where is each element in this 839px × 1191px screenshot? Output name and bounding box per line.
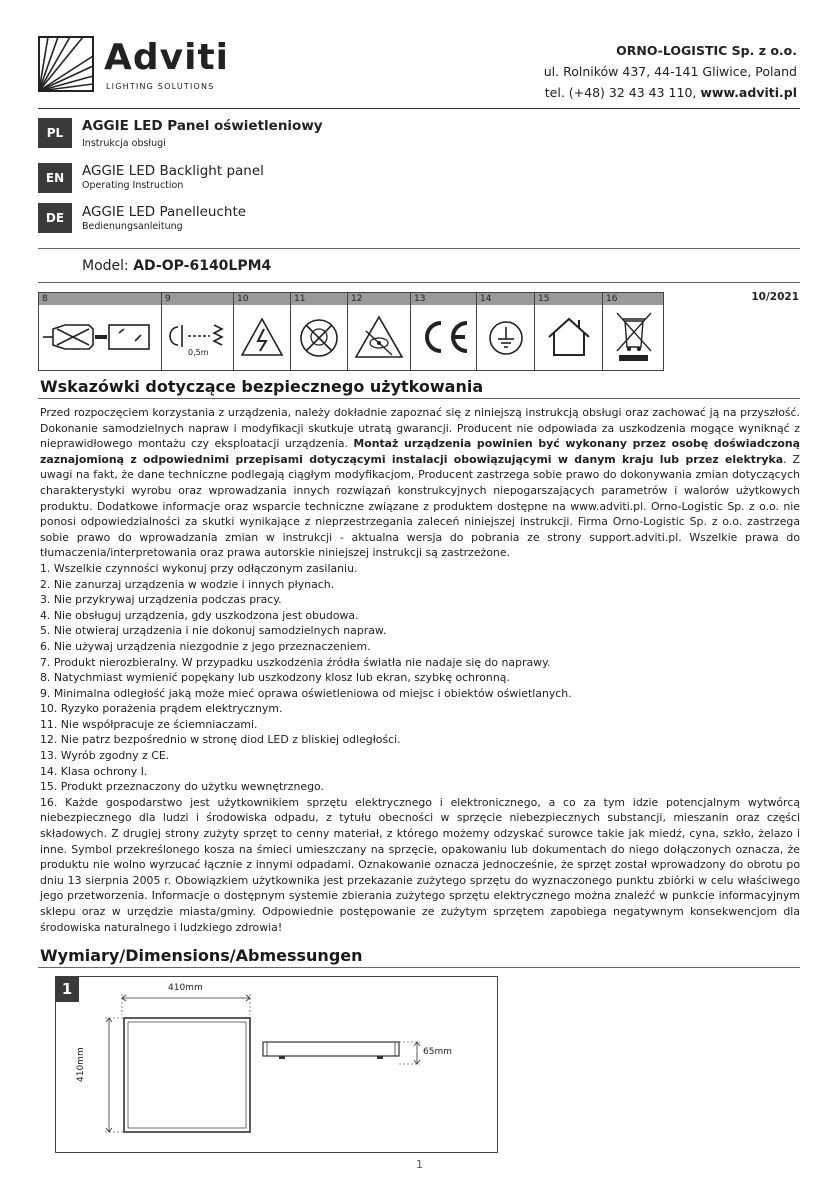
dimensions-heading-underline — [38, 967, 800, 968]
list-item: 7. Produkt nierozbieralny. W przypadku uszkodzenia źródła światła nie nadaje się do naprawy. — [40, 655, 551, 669]
lang-title-de: AGGIE LED Panelleuchte — [82, 204, 247, 220]
symbol-number: 11 — [294, 294, 306, 304]
symbol-number: 16 — [606, 294, 618, 304]
symbol-number: 8 — [42, 294, 48, 304]
company-name: ORNO-LOGISTIC Sp. z o.o. — [616, 43, 797, 58]
symbol-number: 12 — [351, 294, 363, 304]
company-info — [544, 40, 797, 103]
symbol-cell-15 — [534, 293, 603, 370]
model-label: Model: — [82, 258, 134, 274]
symbol-cell-8 — [39, 293, 161, 370]
safety-body — [40, 405, 800, 935]
safety-intro-bold: Montaż urządzenia powinien być wykonany przez osobę doświadczoną zaznajomioną z odpowiednimi przepisami dotyczącymi instalacji obowiązującymi w danym kraju lub przez elektryka — [40, 437, 800, 466]
dimensions-heading: Wymiary/Dimensions/Abmessungen — [40, 946, 363, 965]
symbol-cell-16 — [602, 293, 664, 370]
symbol-number: 15 — [538, 294, 550, 304]
symbol-number: 14 — [480, 294, 492, 304]
ce-mark-icon — [411, 307, 477, 367]
safety-intro-text-2: . Z uwagi na fakt, że dane techniczne podlegają ciągłym modyfikacjom, Producent zastrzega sobie prawo do dokonywania zmian dotyczących charakterystyki wyrobu oraz wprowadzania innych rozwiązań konstrukcyjnych niepogarszających parametrów i walorów użytkowych produktu. Dodatkowe informacje oraz wsparcie techniczne związane z produktem dostępne na www.adviti.pl. Orno-Logistic Sp. z o.o. nie ponosi odpowiedzialności za skutki wynikające z nieprzestrzegania zaleceń niniejszej instrukcji. Firma Orno-Logistic Sp. z o.o. zastrzega sobie prawo do wprowadzania zmian w instrukcji - aktualna wersja do pobrania ze strony support.adviti.pl. Wszelkie prawa do tłumaczenia/interpretowania oraz prawa autorskie niniejszej instrukcji są zastrzeżone. — [40, 452, 800, 560]
safety-intro-text: Przed rozpoczęciem korzystania z urządzenia, należy dokładnie zapoznać się z niniejszą instrukcją obsługi oraz zachować ją na przyszłość. Dokonanie samodzielnych napraw i modyfikacji skutkuje utratą gwarancji. Producent nie odpowiada za uszkodzenia mogące wyniknąć z nieprawidłowego montażu czy eksploatacji urządzenia. — [40, 406, 800, 451]
symbol-cell-10 — [233, 293, 291, 370]
symbol-table — [38, 292, 664, 371]
figure-number: 1 — [55, 976, 79, 1002]
no-dimmer-icon — [291, 307, 348, 367]
lang-subtitle-pl: Instrukcja obsługi — [82, 138, 166, 149]
page-number: 1 — [416, 1158, 423, 1171]
distance-label: 0,5m — [188, 348, 209, 357]
list-item: 13. Wyrób zgodny z CE. — [40, 749, 170, 763]
high-voltage-icon — [234, 307, 291, 367]
no-look-led-icon — [348, 307, 411, 367]
symbol-cell-9 — [161, 293, 234, 370]
company-tel: tel. (+48) 32 43 43 110, — [544, 85, 701, 100]
document-date: 10/2021 — [751, 291, 799, 303]
dimensions-drawing — [95, 990, 475, 1140]
list-item: 14. Klasa ochrony I. — [40, 764, 148, 778]
company-website: www.adviti.pl — [700, 85, 797, 100]
symbol-number: 13 — [414, 294, 426, 304]
safety-intro — [40, 405, 800, 561]
lang-subtitle-en: Operating Instruction — [82, 180, 184, 191]
list-item: 11. Nie współpracuje ze ściemniaczami. — [40, 717, 258, 731]
list-item: 1. Wszelkie czynności wykonuj przy odłączonym zasilaniu. — [40, 561, 358, 575]
list-item-16: 16. Każde gospodarstwo jest użytkownikiem sprzętu elektrycznego i elektronicznego, a co za tym idzie potencjalnym wytwórcą niebezpiecznego dla ludzi i środowiska odpadu, z tytułu obecności w sprzęcie niebezpiecznych substancji, mieszanin oraz części składowych. Z drugiej strony zużyty sprzęt to cenny materiał, z którego możemy odzyskać surowce takie jak miedź, cyna, szkło, żelazo i inne. Symbol przekreślonego kosza na śmieci umieszczany na sprzęcie, opakowaniu lub dokumentach do niego dołączonych oznacza, że produktu nie wolno wyrzucać łącznie z innymi odpadami. Oznakowanie oznacza jednocześnie, że sprzęt został wprowadzony do obrotu po dniu 13 sierpnia 2005 r. Obowiązkiem użytkownika jest przekazanie zużytego sprzętu do wyznaczonego punktu zbiórki w celu właściwego jego przetworzenia. Informacje o dostępnym systemie zbierania zużytego sprzętu elektrycznego można znaleźć w punkcie informacyjnym sklepu oraz w urzędzie miasta/gminy. Odpowiednie postępowanie ze zużytym sprzętem zapobiega negatywnym konsekwencjom dla środowiska naturalnego i ludzkiego zdrowia! — [40, 795, 800, 934]
symbol-cell-14 — [476, 293, 535, 370]
list-item: 10. Ryzyko porażenia prądem elektrycznym. — [40, 702, 283, 716]
company-address: ul. Rolników 437, 44-141 Gliwice, Poland — [543, 64, 797, 79]
lang-badge-pl: PL — [38, 118, 72, 148]
width-label: 410mm — [168, 983, 203, 993]
mounting-icon — [39, 307, 161, 367]
list-item: 3. Nie przykrywaj urządzenia podczas pracy. — [40, 593, 282, 607]
language-divider — [38, 248, 800, 249]
indoor-use-icon — [535, 307, 603, 367]
list-item: 9. Minimalna odległość jaką może mieć oprawa oświetleniowa od miejsc i obiektów oświetlanych. — [40, 686, 572, 700]
list-item: 5. Nie otwieraj urządzenia i nie dokonuj samodzielnych napraw. — [40, 624, 387, 638]
safety-heading: Wskazówki dotyczące bezpiecznego użytkowania — [40, 377, 484, 396]
list-item: 8. Natychmiast wymienić popękany lub uszkodzony klosz lub ekran, szybkę ochronną. — [40, 671, 510, 685]
list-item: 6. Nie używaj urządzenia niezgodnie z jego przeznaczeniem. — [40, 639, 371, 653]
model-divider — [38, 282, 800, 283]
symbol-number: 9 — [165, 294, 171, 304]
brand-name: Adviti — [104, 37, 229, 78]
lang-badge-en: EN — [38, 163, 72, 193]
symbol-cell-13 — [410, 293, 477, 370]
lang-badge-de: DE — [38, 203, 72, 233]
lang-title-en: AGGIE LED Backlight panel — [82, 163, 264, 179]
symbol-cell-11 — [290, 293, 348, 370]
model-value: AD-OP-6140LPM4 — [133, 258, 272, 274]
brand-subtitle: LIGHTING SOLUTIONS — [106, 82, 215, 91]
company-contact — [544, 82, 797, 103]
adviti-logo-icon — [38, 36, 94, 92]
symbol-number: 10 — [237, 294, 249, 304]
height-label: 410mm — [76, 1047, 86, 1082]
header-divider — [38, 108, 800, 109]
lang-title-pl: AGGIE LED Panel oświetleniowy — [82, 118, 323, 134]
model-line — [82, 258, 271, 274]
lang-subtitle-de: Bedienungsanleitung — [82, 221, 183, 232]
symbol-cell-12 — [347, 293, 411, 370]
safety-heading-underline — [38, 398, 800, 399]
list-item: 2. Nie zanurzaj urządzenia w wodzie i innych płynach. — [40, 577, 335, 591]
distance-icon — [162, 307, 234, 367]
depth-label: 65mm — [423, 1047, 452, 1057]
list-item: 12. Nie patrz bezpośrednio w stronę diod LED z bliskiej odległości. — [40, 733, 401, 747]
weee-bin-icon — [603, 307, 664, 367]
protection-class-icon — [477, 307, 535, 367]
list-item: 4. Nie obsługuj urządzenia, gdy uszkodzona jest obudowa. — [40, 608, 359, 622]
list-item: 15. Produkt przeznaczony do użytku wewnętrznego. — [40, 780, 324, 794]
